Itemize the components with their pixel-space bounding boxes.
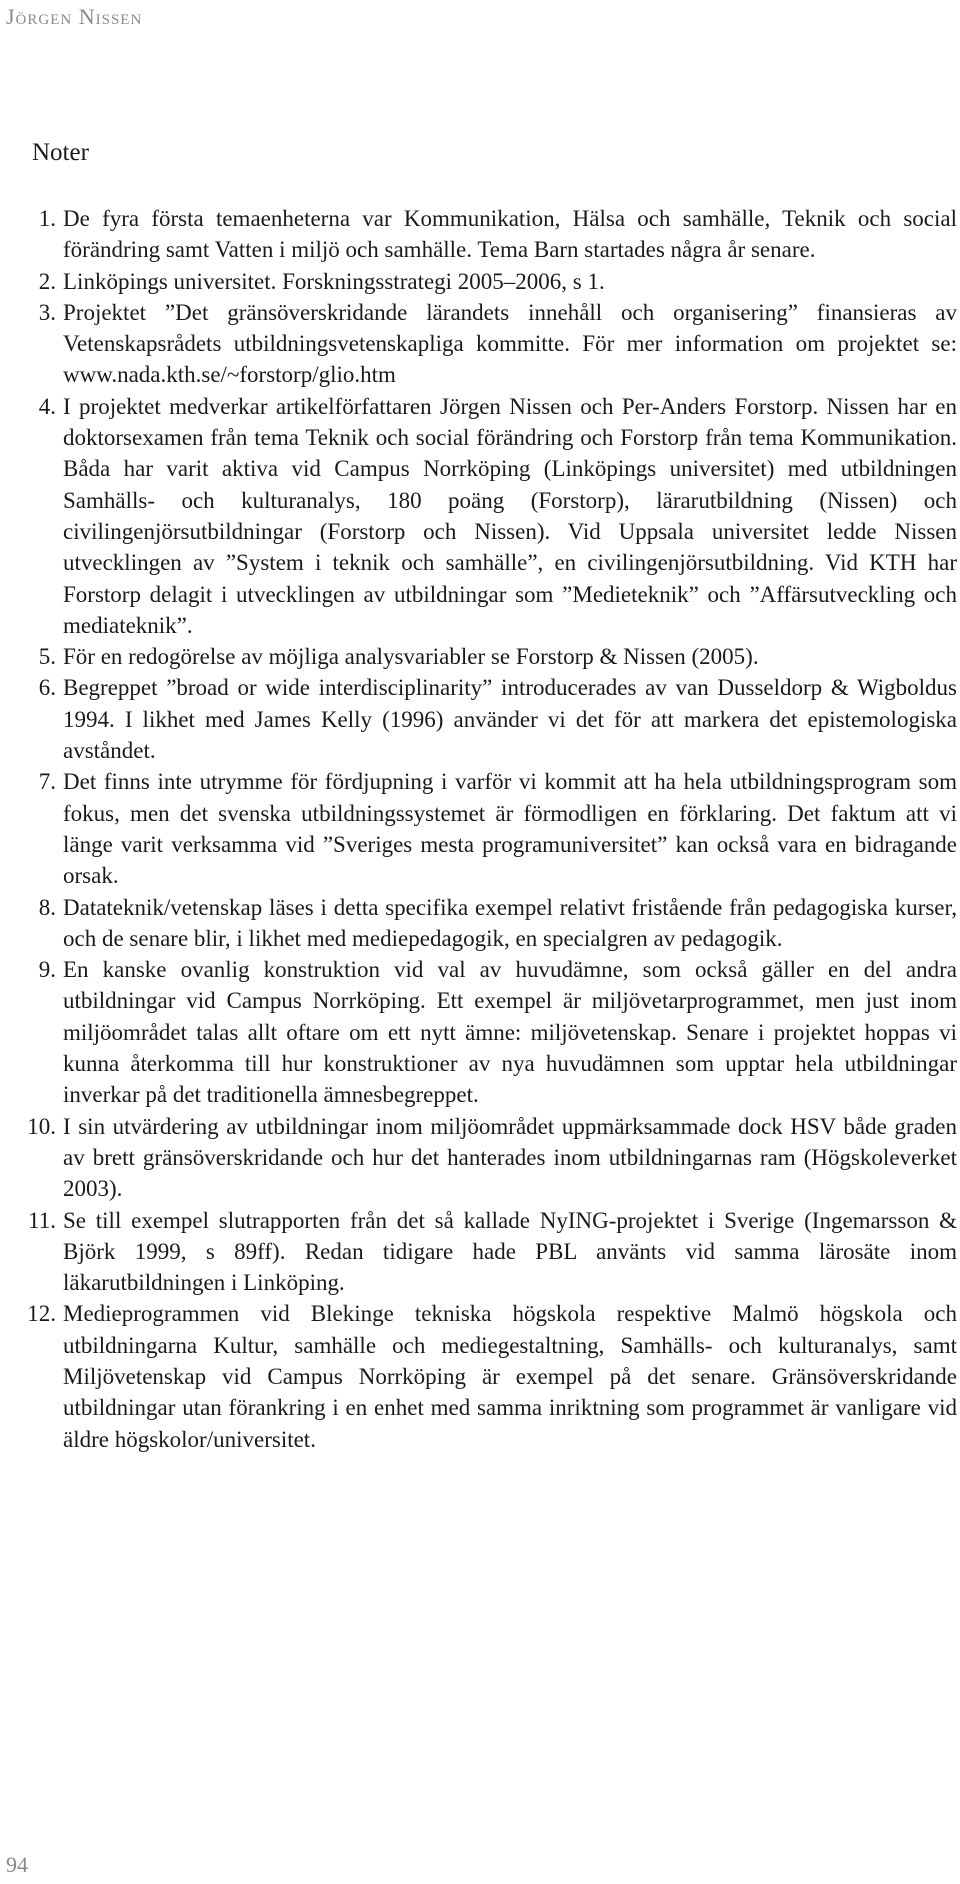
note-item <box>0 1111 960 1205</box>
note-item <box>0 892 960 955</box>
note-number: 7. <box>38 769 56 795</box>
note-number: 8. <box>38 894 56 920</box>
note-text: Linköpings universitet. Forskningsstrategi 2005–2006, s 1. <box>63 268 605 294</box>
note-text: Begreppet ”broad or wide interdisciplinarity” introducerades av van Dusseldorp & Wigboldus 1994. I likhet med James Kelly (1996) använder vi det för att markera det epistemologiska avståndet. <box>63 675 957 764</box>
note-item <box>0 1298 960 1454</box>
note-number: 3. <box>38 299 56 325</box>
note-item <box>0 641 960 672</box>
note-item <box>0 203 960 266</box>
note-number: 12. <box>27 1301 56 1327</box>
note-item <box>0 391 960 641</box>
note-text: Se till exempel slutrapporten från det så kallade NyING-projektet i Sverige (Ingemarsson & Björk 1999, s 89ff). Redan tidigare hade PBL använts vid samma lärosäte inom läkarutbildningen i Linköping. <box>63 1207 957 1296</box>
note-number: 11. <box>28 1207 56 1233</box>
note-number: 9. <box>38 957 56 983</box>
page-number: 94 <box>6 1852 28 1877</box>
note-text: En kanske ovanlig konstruktion vid val av huvudämne, som också gäller en del andra utbildningar vid Campus Norrköping. Ett exempel är miljövetarprogrammet, men just inom miljöområdet talas allt oftare om ett nytt ämne: miljövetenskap. Senare i projektet hoppas vi kunna återkomma till hur konstruktioner av nya huvudämnen som upptar hela utbildningar inverkar på det traditionella ämnesbegreppet. <box>63 957 957 1108</box>
note-number: 10. <box>27 1113 56 1139</box>
note-item <box>0 672 960 766</box>
running-head: Jörgen Nissen <box>6 4 143 29</box>
note-number: 2. <box>38 268 56 294</box>
note-item <box>0 766 960 891</box>
note-text: För en redogörelse av möjliga analysvariabler se Forstorp & Nissen (2005). <box>63 644 759 670</box>
note-text: De fyra första temaenheterna var Kommunikation, Hälsa och samhälle, Teknik och social förändring samt Vatten i miljö och samhälle. Tema Barn startades några år senare. <box>63 206 957 263</box>
note-text: I projektet medverkar artikelförfattaren Jörgen Nissen och Per-Anders Forstorp. Nissen har en doktorsexamen från tema Teknik och social förändring och Forstorp från tema Kommunikation. Båda har varit aktiva vid Campus Norrköping (Linköpings universitet) med utbildningen Samhälls- och kulturanalys, 180 poäng (Forstorp), lärarutbildning (Nissen) och civilingenjörsutbildningar (Forstorp och Nissen). Vid Uppsala universitet ledde Nissen utvecklingen av ”System i teknik och samhälle”, en civilingenjörsutbildning. Vid KTH har Forstorp delagit i utvecklingen av utbildningar som ”Medieteknik” och ”Affärsutveckling och mediateknik”. <box>63 393 957 638</box>
note-text: Medieprogrammen vid Blekinge tekniska högskola respektive Malmö högskola och utbildningarna Kultur, samhälle och mediegestaltning, Samhälls- och kulturanalys, samt Miljövetenskap vid Campus Norrköping är exempel på det senare. Gränsöverskridande utbildningar utan förankring i en enhet med samma inriktning som programmet är vanligare vid äldre högskolor/universitet. <box>63 1301 957 1452</box>
note-text: Datateknik/vetenskap läses i detta specifika exempel relativt fristående från pedagogiska kurser, och de senare blir, i likhet med mediepedagogik, en specialgren av pedagogik. <box>63 894 957 951</box>
note-item <box>0 297 960 391</box>
note-text: Det finns inte utrymme för fördjupning i varför vi kommit att ha hela utbildningsprogram som fokus, men det svenska utbildningssystemet är förmodligen en förklaring. Det faktum att vi länge varit verksamma vid ”Sveriges mesta programuniversitet” kan också vara en bidragande orsak. <box>63 769 957 889</box>
note-item <box>0 1205 960 1299</box>
note-number: 4. <box>38 393 56 419</box>
note-text: I sin utvärdering av utbildningar inom miljöområdet uppmärksammade dock HSV både graden av brett gränsöverskridande och hur det hanterades inom utbildningarnas ram (Högskoleverket 2003). <box>63 1113 957 1202</box>
notes-list <box>0 203 960 1455</box>
note-text: Projektet ”Det gränsöverskridande lärandets innehåll och organisering” finansieras av Vetenskapsrådets utbildningsvetenskapliga kommitte. För mer information om projektet se: www.nada.kth.se/~forstorp/glio.htm <box>63 299 957 388</box>
note-number: 1. <box>38 206 56 231</box>
note-number: 6. <box>38 675 56 701</box>
section-title: Noter <box>32 139 89 166</box>
note-number: 5. <box>38 644 56 670</box>
note-item <box>0 954 960 1110</box>
note-item <box>0 266 960 297</box>
